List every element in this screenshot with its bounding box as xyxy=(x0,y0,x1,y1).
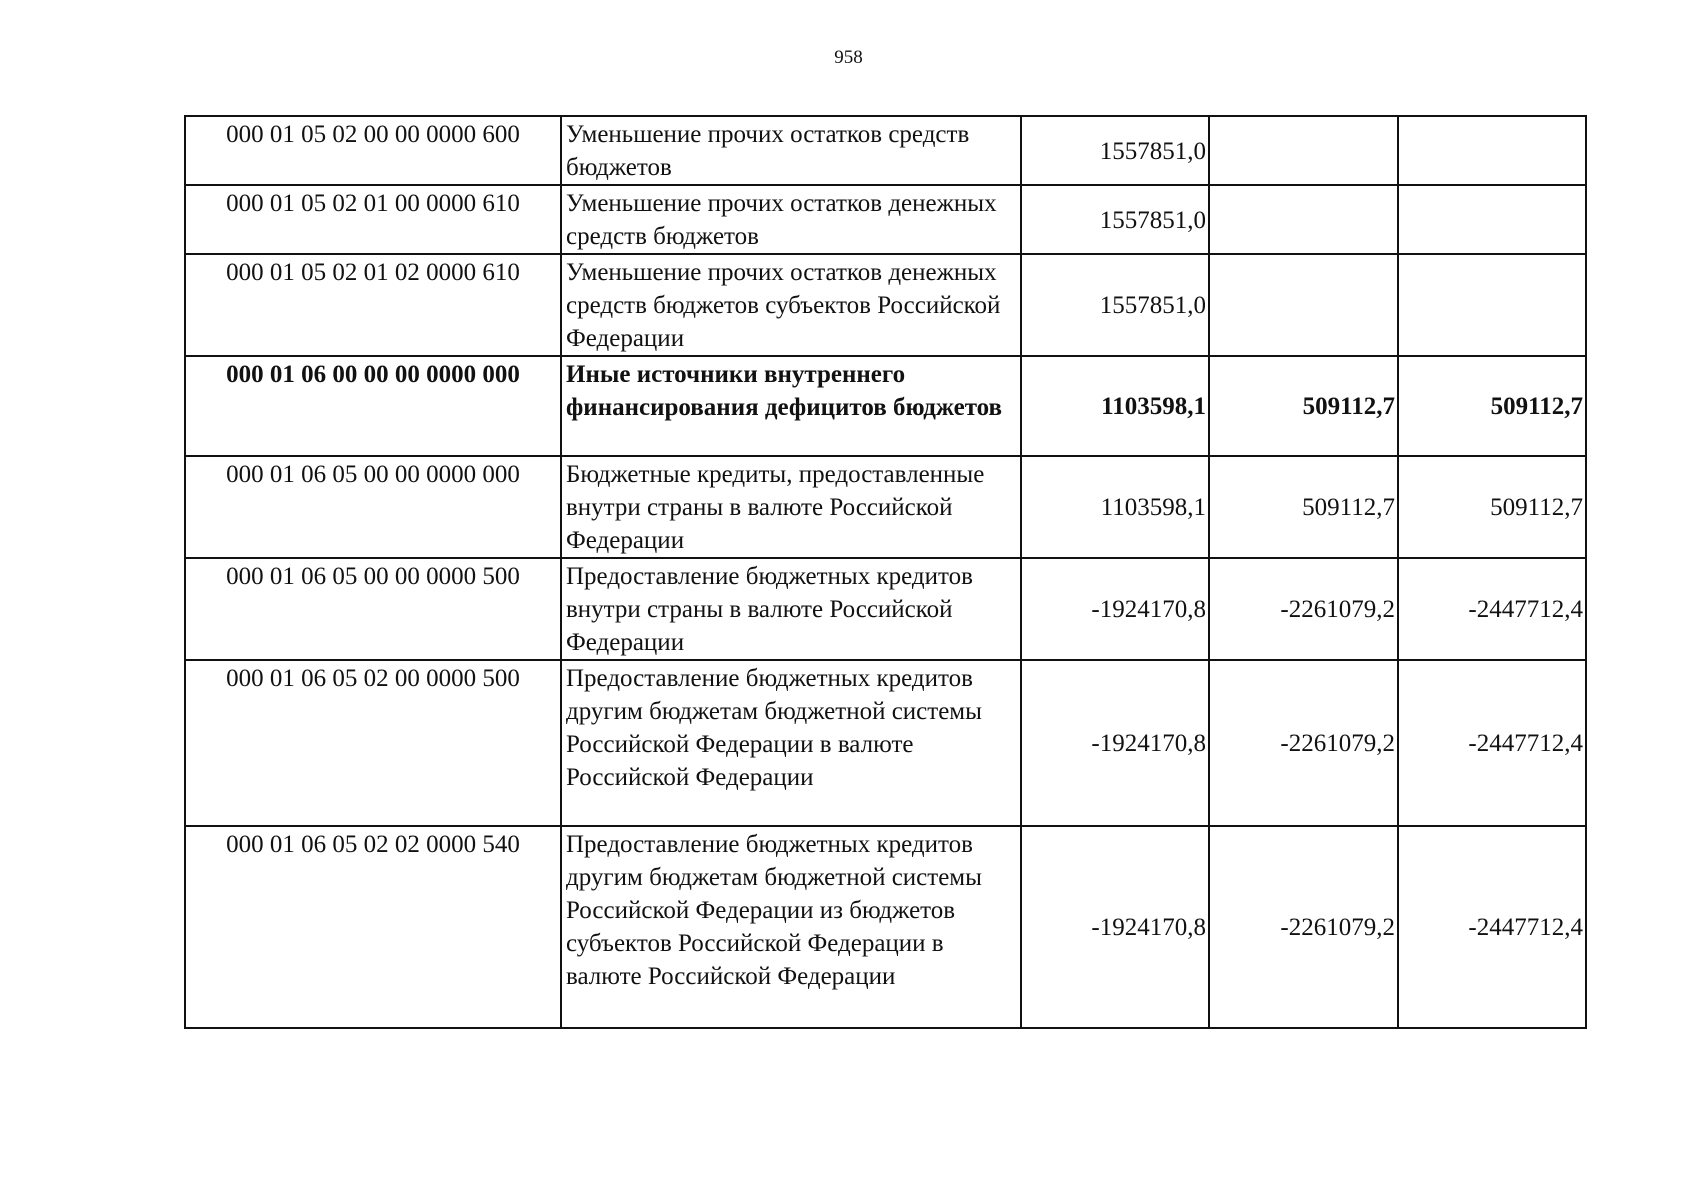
row-code: 000 01 05 02 01 02 0000 610 xyxy=(185,254,561,356)
row-name: Предоставление бюджетных кредитов внутри страны в валюте Российской Федерации xyxy=(561,558,1021,660)
row-value-2: 509112,7 xyxy=(1209,356,1398,456)
row-code: 000 01 06 05 00 00 0000 000 xyxy=(185,456,561,558)
row-code: 000 01 06 05 02 00 0000 500 xyxy=(185,660,561,826)
row-code: 000 01 05 02 01 00 0000 610 xyxy=(185,185,561,254)
row-name: Уменьшение прочих остатков денежных средств бюджетов субъектов Российской Федерации xyxy=(561,254,1021,356)
row-value-2 xyxy=(1209,116,1398,185)
table-row xyxy=(185,558,1586,660)
row-value-2 xyxy=(1209,254,1398,356)
budget-sources-table xyxy=(184,115,1587,1029)
row-name: Уменьшение прочих остатков средств бюджетов xyxy=(561,116,1021,185)
row-code: 000 01 06 00 00 00 0000 000 xyxy=(185,356,561,456)
row-value-1: 1557851,0 xyxy=(1021,254,1209,356)
row-name: Иные источники внутреннего финансирования дефицитов бюджетов xyxy=(561,356,1021,456)
table-row xyxy=(185,456,1586,558)
row-value-1: 1103598,1 xyxy=(1021,356,1209,456)
table-row xyxy=(185,254,1586,356)
row-value-2: -2261079,2 xyxy=(1209,660,1398,826)
row-name: Уменьшение прочих остатков денежных средств бюджетов xyxy=(561,185,1021,254)
row-name: Предоставление бюджетных кредитов другим бюджетам бюджетной системы Российской Федерации из бюджетов субъектов Российской Федерации в валюте Российской Федерации xyxy=(561,826,1021,1028)
row-value-1: -1924170,8 xyxy=(1021,826,1209,1028)
row-name: Предоставление бюджетных кредитов другим бюджетам бюджетной системы Российской Федерации в валюте Российской Федерации xyxy=(561,660,1021,826)
row-value-3: -2447712,4 xyxy=(1398,558,1586,660)
row-value-3: 509112,7 xyxy=(1398,456,1586,558)
page-number: 958 xyxy=(834,47,863,68)
row-value-1: -1924170,8 xyxy=(1021,660,1209,826)
row-value-3 xyxy=(1398,116,1586,185)
table-row xyxy=(185,116,1586,185)
row-code: 000 01 06 05 02 02 0000 540 xyxy=(185,826,561,1028)
row-value-3: -2447712,4 xyxy=(1398,660,1586,826)
row-code: 000 01 06 05 00 00 0000 500 xyxy=(185,558,561,660)
row-code: 000 01 05 02 00 00 0000 600 xyxy=(185,116,561,185)
row-value-2 xyxy=(1209,185,1398,254)
table-row xyxy=(185,185,1586,254)
row-value-2: -2261079,2 xyxy=(1209,826,1398,1028)
row-name: Бюджетные кредиты, предоставленные внутри страны в валюте Российской Федерации xyxy=(561,456,1021,558)
row-value-3: -2447712,4 xyxy=(1398,826,1586,1028)
row-value-1: -1924170,8 xyxy=(1021,558,1209,660)
row-value-1: 1557851,0 xyxy=(1021,116,1209,185)
row-value-1: 1557851,0 xyxy=(1021,185,1209,254)
table-row xyxy=(185,826,1586,1028)
row-value-2: -2261079,2 xyxy=(1209,558,1398,660)
row-value-2: 509112,7 xyxy=(1209,456,1398,558)
table-row xyxy=(185,356,1586,456)
row-value-3 xyxy=(1398,185,1586,254)
row-value-3: 509112,7 xyxy=(1398,356,1586,456)
row-value-3 xyxy=(1398,254,1586,356)
table-row xyxy=(185,660,1586,826)
row-value-1: 1103598,1 xyxy=(1021,456,1209,558)
